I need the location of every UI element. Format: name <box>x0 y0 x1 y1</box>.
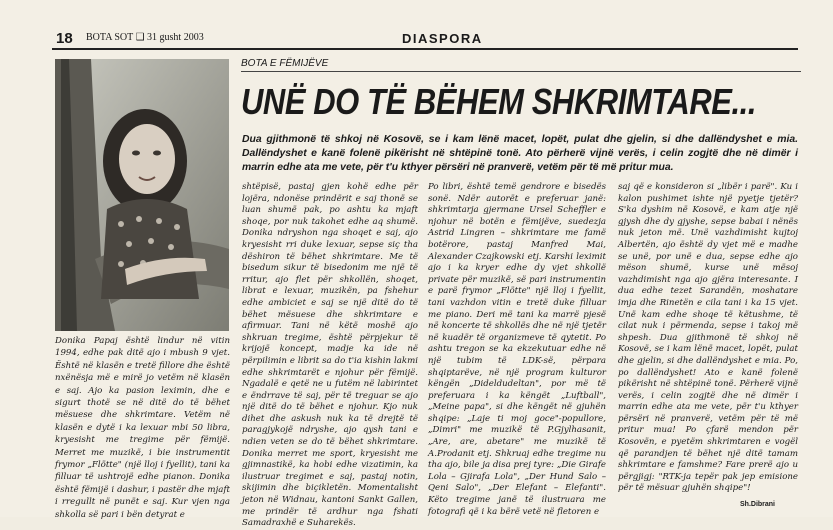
page-header <box>52 30 798 50</box>
column-2-text: Po libri, është temë gendrore e bisedës sonë. Ndër autorët e preferuar janë: shkrimtarja gjermane Ursel Scheffler e njohur në botën e fëmijëve, suedezja Astrid Lingren – shkrimtare me famë botërore, pastaj Manfred Mai, Alexander Czajkowski etj. Karshi leximit ajo i ka kryer edhe dy vjet shkollë private për muzikë, së pari instrumentin e parë frymor „Flötte" një lloj i fyellit, tani vazhdon vitin e tretë duke filluar me piano. Deri më tani ka marrë pjesë në koncerte të shkollës dhe në një tjetër në kuadër të organizmeve të qytetit. Po ashtu tregon se ka ekzekutuar edhe në një tubim të LDK-së, përpara shqiptarëve, në një program kulturor këngën „Dideldudeltan", por më të preferuara i ka këngët „Luftball", „Meine papa", si dhe këngët në gjuhën shqipe: „Laje ti moj goce"-popullore, „Dimri" me muzikë të P.Gjylhasanit, „Are, are, abetare" me muzikë të A.Prodanit etj. Shkruaj edhe tregime nu tha ajo, bile ja disa prej tyre: „Die Girafe Lola – Gjirafa Lola", „Der Hund Salo – Qeni Salo", „Der Elefant – Elefanti". Këto tregime janë të ilustruara me fotografi që i ka bërë vetë në fletoren e <box>428 182 606 517</box>
column-3-text: saj që e konsideron si „libër i parë". Ku i kalon pushimet ishte një pyetje tjetër? S'ka dyshim në Kosovë, e kam atje një gjysh dhe dy gjyshe, sepse babai i nënës nuk jeton më. Unë vazhdimisht kujtoj Albertën, ajo është dy vjet më e madhe se unë, por unë e dua, sepse edhe ajo mëson shumë, kurse unë mësoj vazhdimisht nga ajo gjëra interesante. I dua edhe tezet Sarandën, moshatare imja dhe Rinetën e cila tani i ka 15 vjet. Unë kam edhe shoqe të këtushme, të cilat nuk i përmenda, sepse i takoj më shpesh. Dua gjithmonë të shkoj në Kosovë, se i kam lënë macet, lopët, pulat dhe gjelin, si dhe dallëndyshet e mia. Po, po dallëndyshet! Ato e kanë folenë pikërisht në shtëpinë tonë. Përherë vijnë verës, i celin zogjtë dhe në dimër i marrin edhe ata me vete, për t'u kthyer përsëri në pranverë, vetëm për të më pritur mua! Po çfarë mendon për Kosovën, e pyetëm shkrimtaren e vogël që parandjen të bëhet një ditë tamam shkrimtare e famshme? Fare prerë ajo u përgjigj: "RTK-ja tepër pak jep emisione për të mësuar gjuhën shqipe"! <box>618 182 798 494</box>
photo-caption: Donika Papaj është lindur në vitin 1994, edhe pak ditë ajo i mbush 9 vjet. Është në klasën e tretë fillore dhe është nxënësja më e mirë jo vetëm në klasën e saj. Ajo ka pasion leximin, dhe e sigurt thotë se në ditë do të bëhet mësuese dhe shkrimtare. Vetëm në klasën e dytë i ka lexuar mbi 50 libra, kryesisht me tregime për fëmijë. Merret me muzikë, i bie instrumentit frymor „Flötte" (një lloj i fyellit), tani ka filluar të ushtrojë edhe pianon. Donika është fëmijë i dashur, i pastër dhe mjaft i rregullt në punët e saj. Kur vjen nga shkolla së pari i bën detyrat e <box>55 336 230 520</box>
section-title: DIASPORA <box>402 31 483 46</box>
kicker-divider <box>241 71 801 72</box>
article-photo <box>55 59 229 331</box>
article-kicker: BOTA E FËMIJËVE <box>241 58 329 69</box>
article-byline: Sh.Dibrani <box>740 501 776 508</box>
article-headline: UNË DO TË BËHEM SHKRIMTARE... <box>241 81 757 122</box>
article-lead: Dua gjithmonë të shkoj në Kosovë, se i kam lënë macet, lopët, pulat dhe gjelin, si dhe dallëndyshet e mia. Dallëndyshet e kanë folenë pikërisht në shtëpinë tonë. Ato përherë vijnë verës, i celin zogjtë dhe në dimër i marrin edhe ata me vete, për t'u kthyer përsëri në pranverë, vetëm për të më pritur mua. <box>242 134 798 173</box>
article-column-2 <box>428 182 606 518</box>
article-column-3 <box>618 182 798 495</box>
publication-date: BOTA SOT ❑ 31 gusht 2003 <box>86 32 204 43</box>
article-column-1 <box>242 182 418 530</box>
column-1-text: shtëpisë, pastaj gjen kohë edhe për lojëra, ndonëse prindërit e saj thonë se luan shumë pak, po ashtu ka mjaft shoqe, por nuk takohet edhe aq shumë. Donika ndryshon nga shoqet e saj, ajo kryesisht rri duke lexuar, sepse siç tha dëshiron të bëhet shkrimtare. Me të bisedum sikur të bisedonim me një të rritur, ajo flet për shkollën, shoqet, librat e lexuar, muzikën, pa fshehur edhe ambiciet e saj se një ditë do të bëhet mësuese dhe shkrimtare e afirmuar. Tani në këtë moshë ajo shkruan tregime, është përpjekur të krijojë koncept, madje ka ide në përpilimin e librit sa do t'ia kishin lakmi edhe shkrimtarët e njohur për fëmijë. Ngadalë e qetë ne u futëm në labirintet e ëndrrave të saj, për të treguar se ajo një ditë do të bëhet e njohur. Kjo nuk dihet dhe askush nuk ka të drejtë të paragjykojë ndryshe, ajo qysh tani e ndien veten se do të bëhet shkrimtare. Donika merret me sport, kryesisht me gjimnastikë, ka hobi edhe vizatimin, ka ilustruar tregimet e saj, pastaj notin, skijimin dhe biçikletën. Momentalisht jeton në Widnau, kantoni Sankt Gallen, me prindër të ardhur nga fshati Samadraxhë e Suharekës. <box>242 182 418 529</box>
page-number: 18 <box>56 30 73 47</box>
